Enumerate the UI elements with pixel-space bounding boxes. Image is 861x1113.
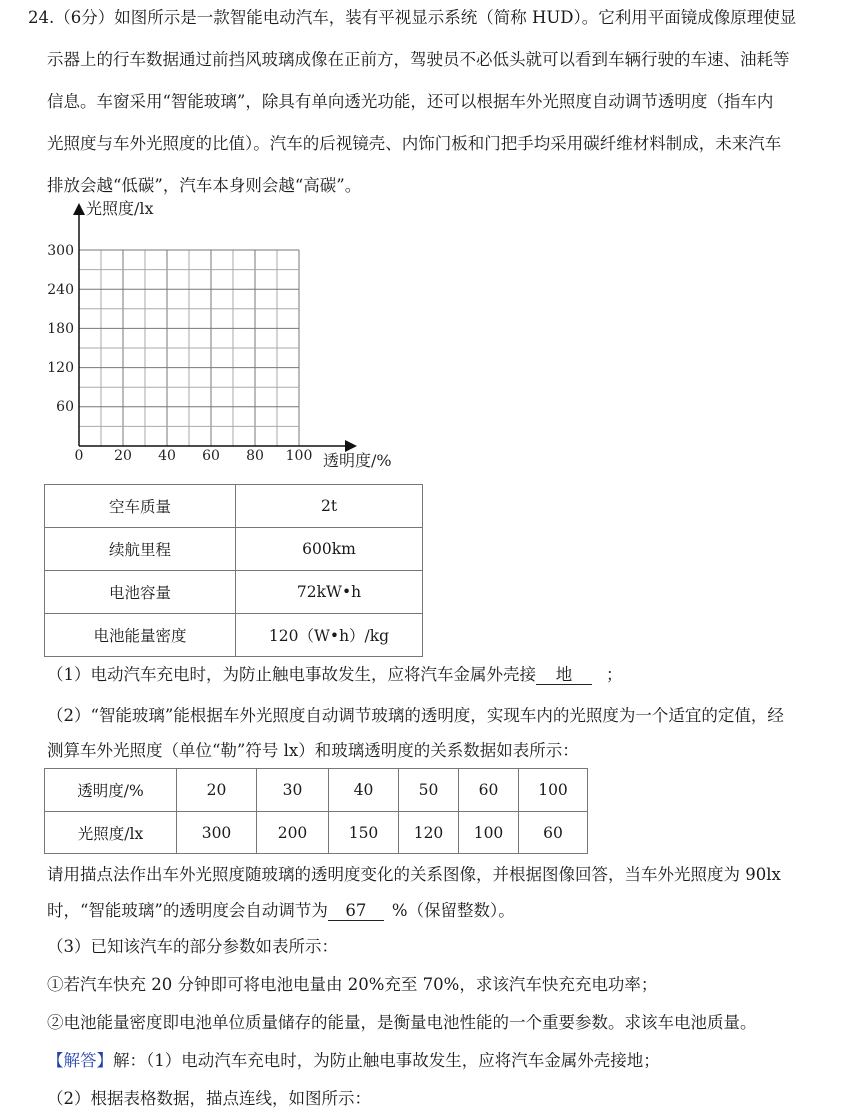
table-cell: 150 xyxy=(329,812,399,854)
param-name: 电池能量密度 xyxy=(45,614,236,657)
solution-line: （2）根据表格数据，描点连线，如图所示： xyxy=(47,1089,371,1108)
part3-intro: （3）已知该汽车的部分参数如表所示： xyxy=(47,937,338,956)
x-tick: 100 xyxy=(285,448,313,464)
table-header: 透明度/% xyxy=(45,769,177,812)
table-header: 光照度/lx xyxy=(45,812,177,854)
param-value: 72kW•h xyxy=(236,571,423,614)
question-line: 示器上的行车数据通过前挡风玻璃成像在正前方，驾驶员不必低头就可以看到车辆行驶的车速、油耗等 xyxy=(47,50,790,69)
y-tick: 300 xyxy=(47,243,74,259)
solution-line xyxy=(47,1050,660,1072)
x-tick: 40 xyxy=(158,448,176,464)
table-cell: 20 xyxy=(177,769,257,812)
blank-graph xyxy=(0,190,420,475)
question-line: 光照度与车外光照度的比值）。汽车的后视镜壳、内饰门板和门把手均采用碳纤维材料制成，未来汽车 xyxy=(47,134,782,153)
y-tick: 60 xyxy=(56,399,74,415)
x-tick: 60 xyxy=(202,448,220,464)
params-table xyxy=(44,484,423,657)
part2-line: 测算车外光照度（单位“勒”符号 lx）和玻璃透明度的关系数据如表所示： xyxy=(47,741,579,760)
param-value: 120（W•h）/kg xyxy=(236,614,423,657)
param-value: 600km xyxy=(236,528,423,571)
part2-line: （2）“智能玻璃”能根据车外光照度自动调节玻璃的透明度，实现车内的光照度为一个适宜的定值，经 xyxy=(47,706,784,725)
x-axis-label: 透明度/% xyxy=(323,451,392,470)
table-cell: 100 xyxy=(459,812,519,854)
x-tick: 0 xyxy=(74,448,84,464)
param-name: 电池容量 xyxy=(45,571,236,614)
part2-answer-pre: 时，“智能玻璃”的透明度会自动调节为 xyxy=(47,901,328,920)
question-line: 24.（6分）如图所示是一款智能电动汽车，装有平视显示系统（简称 HUD）。它利用平面镜成像原理使显 xyxy=(28,8,797,27)
part2-answer-line xyxy=(47,900,515,922)
x-tick: 20 xyxy=(114,448,132,464)
table-cell: 40 xyxy=(329,769,399,812)
part3-q1: ①若汽车快充 20 分钟即可将电池电量由 20%充至 70%，求该汽车快充充电功率； xyxy=(47,975,658,994)
part1-text: （1）电动汽车充电时，为防止触电事故发生，应将汽车金属外壳接 xyxy=(47,665,536,684)
y-tick: 240 xyxy=(47,282,74,298)
table-cell: 30 xyxy=(257,769,329,812)
part1-tail: ； xyxy=(606,665,623,684)
x-tick: 80 xyxy=(246,448,264,464)
table-cell: 120 xyxy=(399,812,459,854)
table-cell: 60 xyxy=(519,812,588,854)
y-tick: 180 xyxy=(47,321,74,337)
part1-answer: 地 xyxy=(536,666,592,685)
question-line: 排放会越“低碳”，汽车本身则会越“高碳”。 xyxy=(47,176,362,195)
y-axis-label: 光照度/lx xyxy=(86,199,154,218)
y-tick: 120 xyxy=(47,360,74,376)
param-name: 续航里程 xyxy=(45,528,236,571)
part3-q2: ②电池能量密度即电池单位质量储存的能量，是衡量电池性能的一个重要参数。求该车电池质量。 xyxy=(47,1013,757,1032)
transparency-table xyxy=(44,768,588,854)
table-cell: 60 xyxy=(459,769,519,812)
part1-line xyxy=(47,664,623,686)
solution-text: 解：（1）电动汽车充电时，为防止触电事故发生，应将汽车金属外壳接地； xyxy=(113,1051,660,1070)
part2-answer: 67 xyxy=(328,902,384,921)
grid-lines xyxy=(79,250,299,446)
table-cell: 300 xyxy=(177,812,257,854)
table-cell: 50 xyxy=(399,769,459,812)
part2-answer-post: %（保留整数）。 xyxy=(391,901,515,920)
table-cell: 100 xyxy=(519,769,588,812)
part2-line: 请用描点法作出车外光照度随玻璃的透明度变化的关系图像，并根据图像回答，当车外光照度为 90lx xyxy=(47,865,781,884)
param-value: 2t xyxy=(236,485,423,528)
solution-tag: 【解答】 xyxy=(47,1051,113,1070)
table-cell: 200 xyxy=(257,812,329,854)
param-name: 空车质量 xyxy=(45,485,236,528)
question-line: 信息。车窗采用“智能玻璃”，除具有单向透光功能，还可以根据车外光照度自动调节透明度（指车内 xyxy=(47,92,774,111)
